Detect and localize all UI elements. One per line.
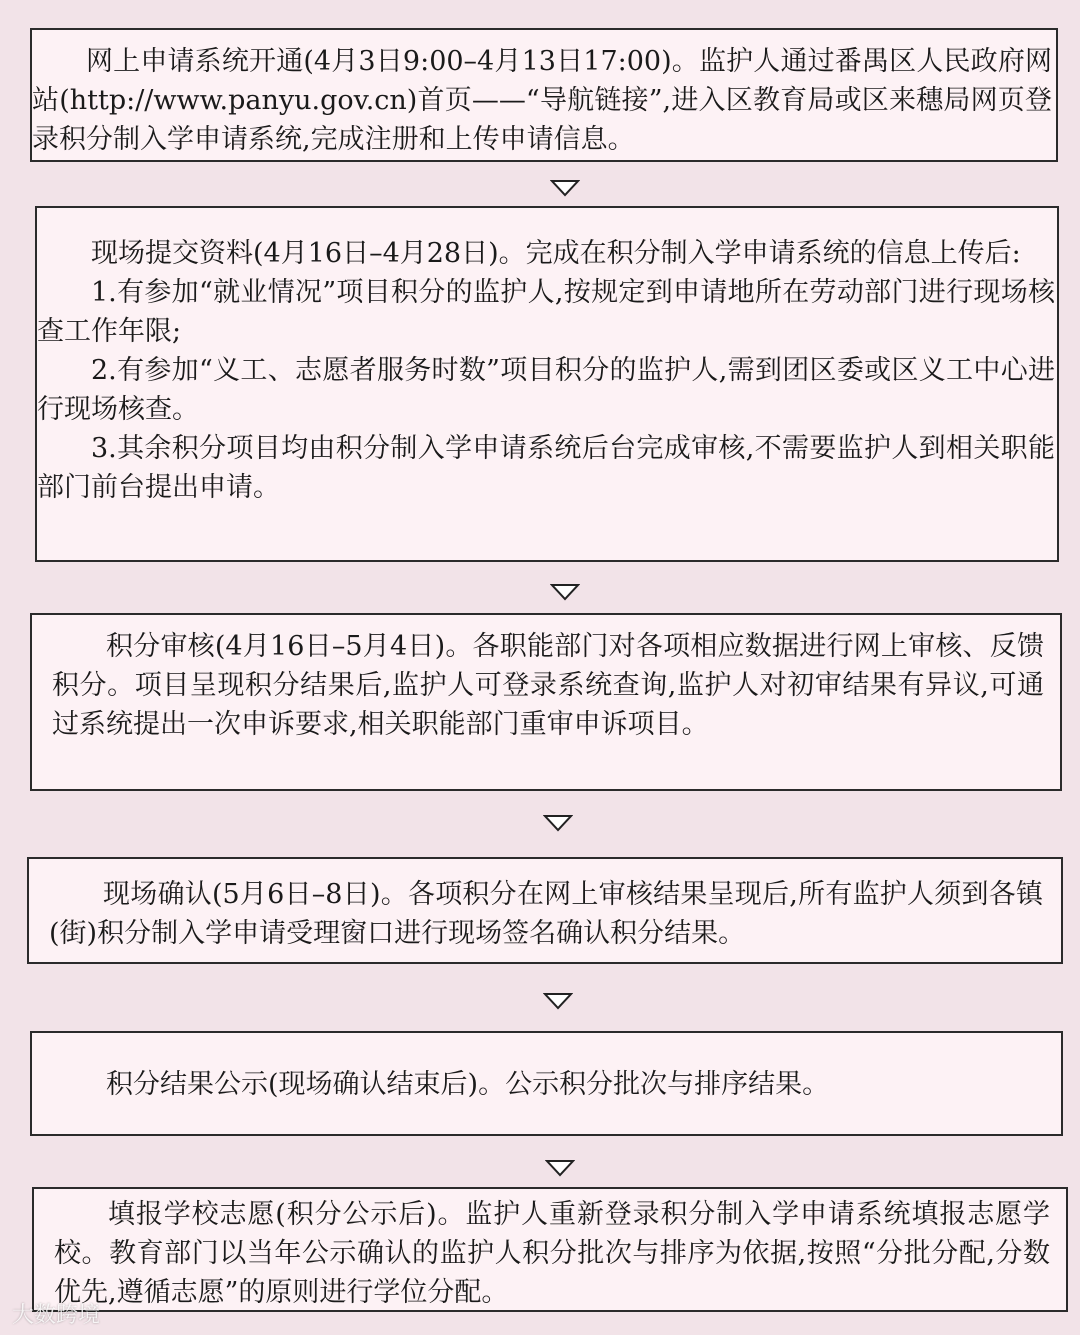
flow-step-5: [30, 1031, 1063, 1136]
step-5-text: 积分结果公示(现场确认结束后)。公示积分批次与排序结果。: [106, 1069, 830, 1100]
step-2-text: 现场提交资料(4月16日–4月28日)。完成在积分制入学申请系统的信息上传后:: [91, 238, 1021, 269]
down-arrow-icon: [550, 179, 580, 197]
step-1-text: 网上申请系统开通(4月3日9:00–4月13日17:00)。监护人通过番禺区人民政府网站(http://www.panyu.gov.cn)首页——“导航链接”,进入区教育局或区来穗局网页登录积分制入学申请系统,完成注册和上传申请信息。: [32, 46, 1052, 155]
flow-step-3: [30, 613, 1062, 791]
watermark-text: 大数跨境: [12, 1303, 101, 1328]
down-arrow-icon: [545, 1159, 575, 1177]
flow-step-6: [32, 1187, 1068, 1312]
step-2-item-3: 3.其余积分项目均由积分制入学申请系统后台完成审核,不需要监护人到相关职能部门前台提出申请。: [37, 433, 1055, 503]
flow-step-1: [30, 28, 1058, 162]
down-arrow-icon: [543, 814, 573, 832]
step-4-text: 现场确认(5月6日–8日)。各项积分在网上审核结果呈现后,所有监护人须到各镇(街)积分制入学申请受理窗口进行现场签名确认积分结果。: [49, 879, 1043, 949]
flow-step-2: [35, 206, 1059, 562]
down-arrow-icon: [550, 583, 580, 601]
step-6-text: 填报学校志愿(积分公示后)。监护人重新登录积分制入学申请系统填报志愿学校。教育部门以当年公示确认的监护人积分批次与排序为依据,按照“分批分配,分数优先,遵循志愿”的原则进行学位分配。: [54, 1199, 1050, 1308]
step-2-item-1: 1.有参加“就业情况”项目积分的监护人,按规定到申请地所在劳动部门进行现场核查工作年限;: [37, 277, 1055, 347]
step-3-text: 积分审核(4月16日–5月4日)。各职能部门对各项相应数据进行网上审核、反馈积分。项目呈现积分结果后,监护人可登录系统查询,监护人对初审结果有异议,可通过系统提出一次申诉要求,相关职能部门重审申诉项目。: [52, 631, 1044, 740]
down-arrow-icon: [543, 992, 573, 1010]
flow-step-4: [27, 857, 1063, 964]
step-2-item-2: 2.有参加“义工、志愿者服务时数”项目积分的监护人,需到团区委或区义工中心进行现场核查。: [37, 355, 1055, 425]
